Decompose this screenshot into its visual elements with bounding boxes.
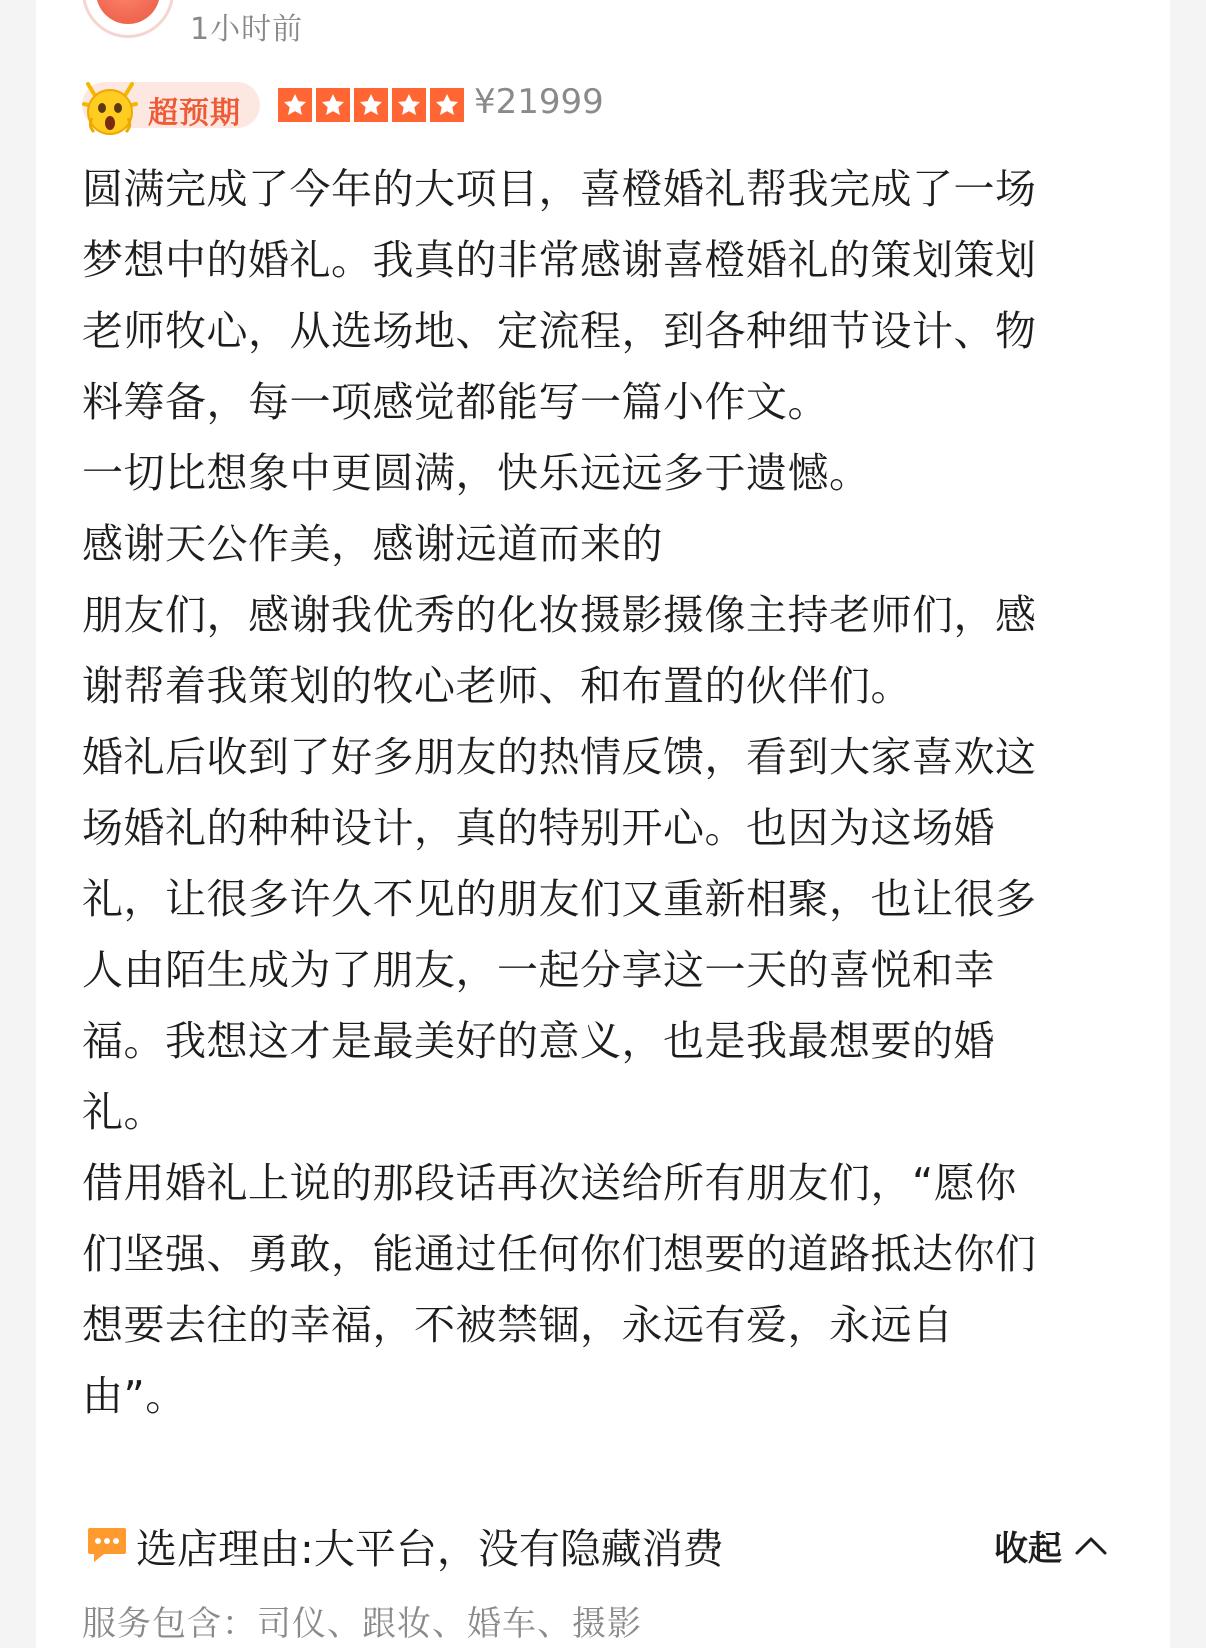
- chevron-up-icon: [1074, 1534, 1108, 1556]
- collapse-label: 收起: [994, 1528, 1062, 1569]
- review-time: 1小时前: [190, 12, 304, 47]
- collapse-button[interactable]: [994, 1520, 1108, 1570]
- rating-row: [82, 74, 682, 138]
- avatar-image: [96, 0, 160, 24]
- star-icon: [392, 88, 426, 122]
- star-icon: [354, 88, 388, 122]
- shop-reason-text: 选店理由:大平台，没有隐藏消费: [136, 1525, 724, 1573]
- review-card: [36, 0, 1170, 1648]
- star-icon: [278, 88, 312, 122]
- avatar[interactable]: [82, 0, 174, 38]
- chat-bubble-icon: [86, 1524, 128, 1564]
- services-included: 服务包含：司仪、跟妆、婚车、摄影: [82, 1604, 642, 1644]
- review-body: 圆满完成了今年的大项目，喜橙婚礼帮我完成了一场 梦想中的婚礼。我真的非常感谢喜橙婚礼的策划策划 老师牧心，从选场地、定流程，到各种细节设计、物 料筹备，每一项感觉都能写一篇小作文。 一切比想象中更圆满，快乐远远多于遗憾。 感谢天公作美，感谢远道而来的 朋友们，感谢我优秀的化妆摄影摄像主持老师们，感 谢帮着我策划的牧心老师、和布置的伙伴们。 婚礼后收到了好多朋友的热情反馈，看到大家喜欢这 场婚礼的种种设计，真的特别开心。也因为这场婚 礼，让很多许久不见的朋友们又重新相聚，也让很多 人由陌生成为了朋友，一起分享这一天的喜悦和幸 福。我想这才是最美好的意义，也是我最想要的婚 礼。 借用婚礼上说的那段话再次送给所有朋友们，“愿你 们坚强、勇敢，能通过任何你们想要的道路抵达你们 想要去往的幸福，不被禁锢，永远有爱，永远自 由”。: [82, 165, 1037, 1420]
- star-rating: [278, 88, 468, 122]
- shop-reason-row: [82, 1516, 1122, 1576]
- star-icon: [430, 88, 464, 122]
- badge-label: 超预期: [148, 96, 241, 131]
- expectation-badge: [82, 82, 260, 131]
- price: ¥21999: [474, 82, 604, 122]
- surprised-face-icon: [80, 78, 140, 138]
- star-icon: [316, 88, 350, 122]
